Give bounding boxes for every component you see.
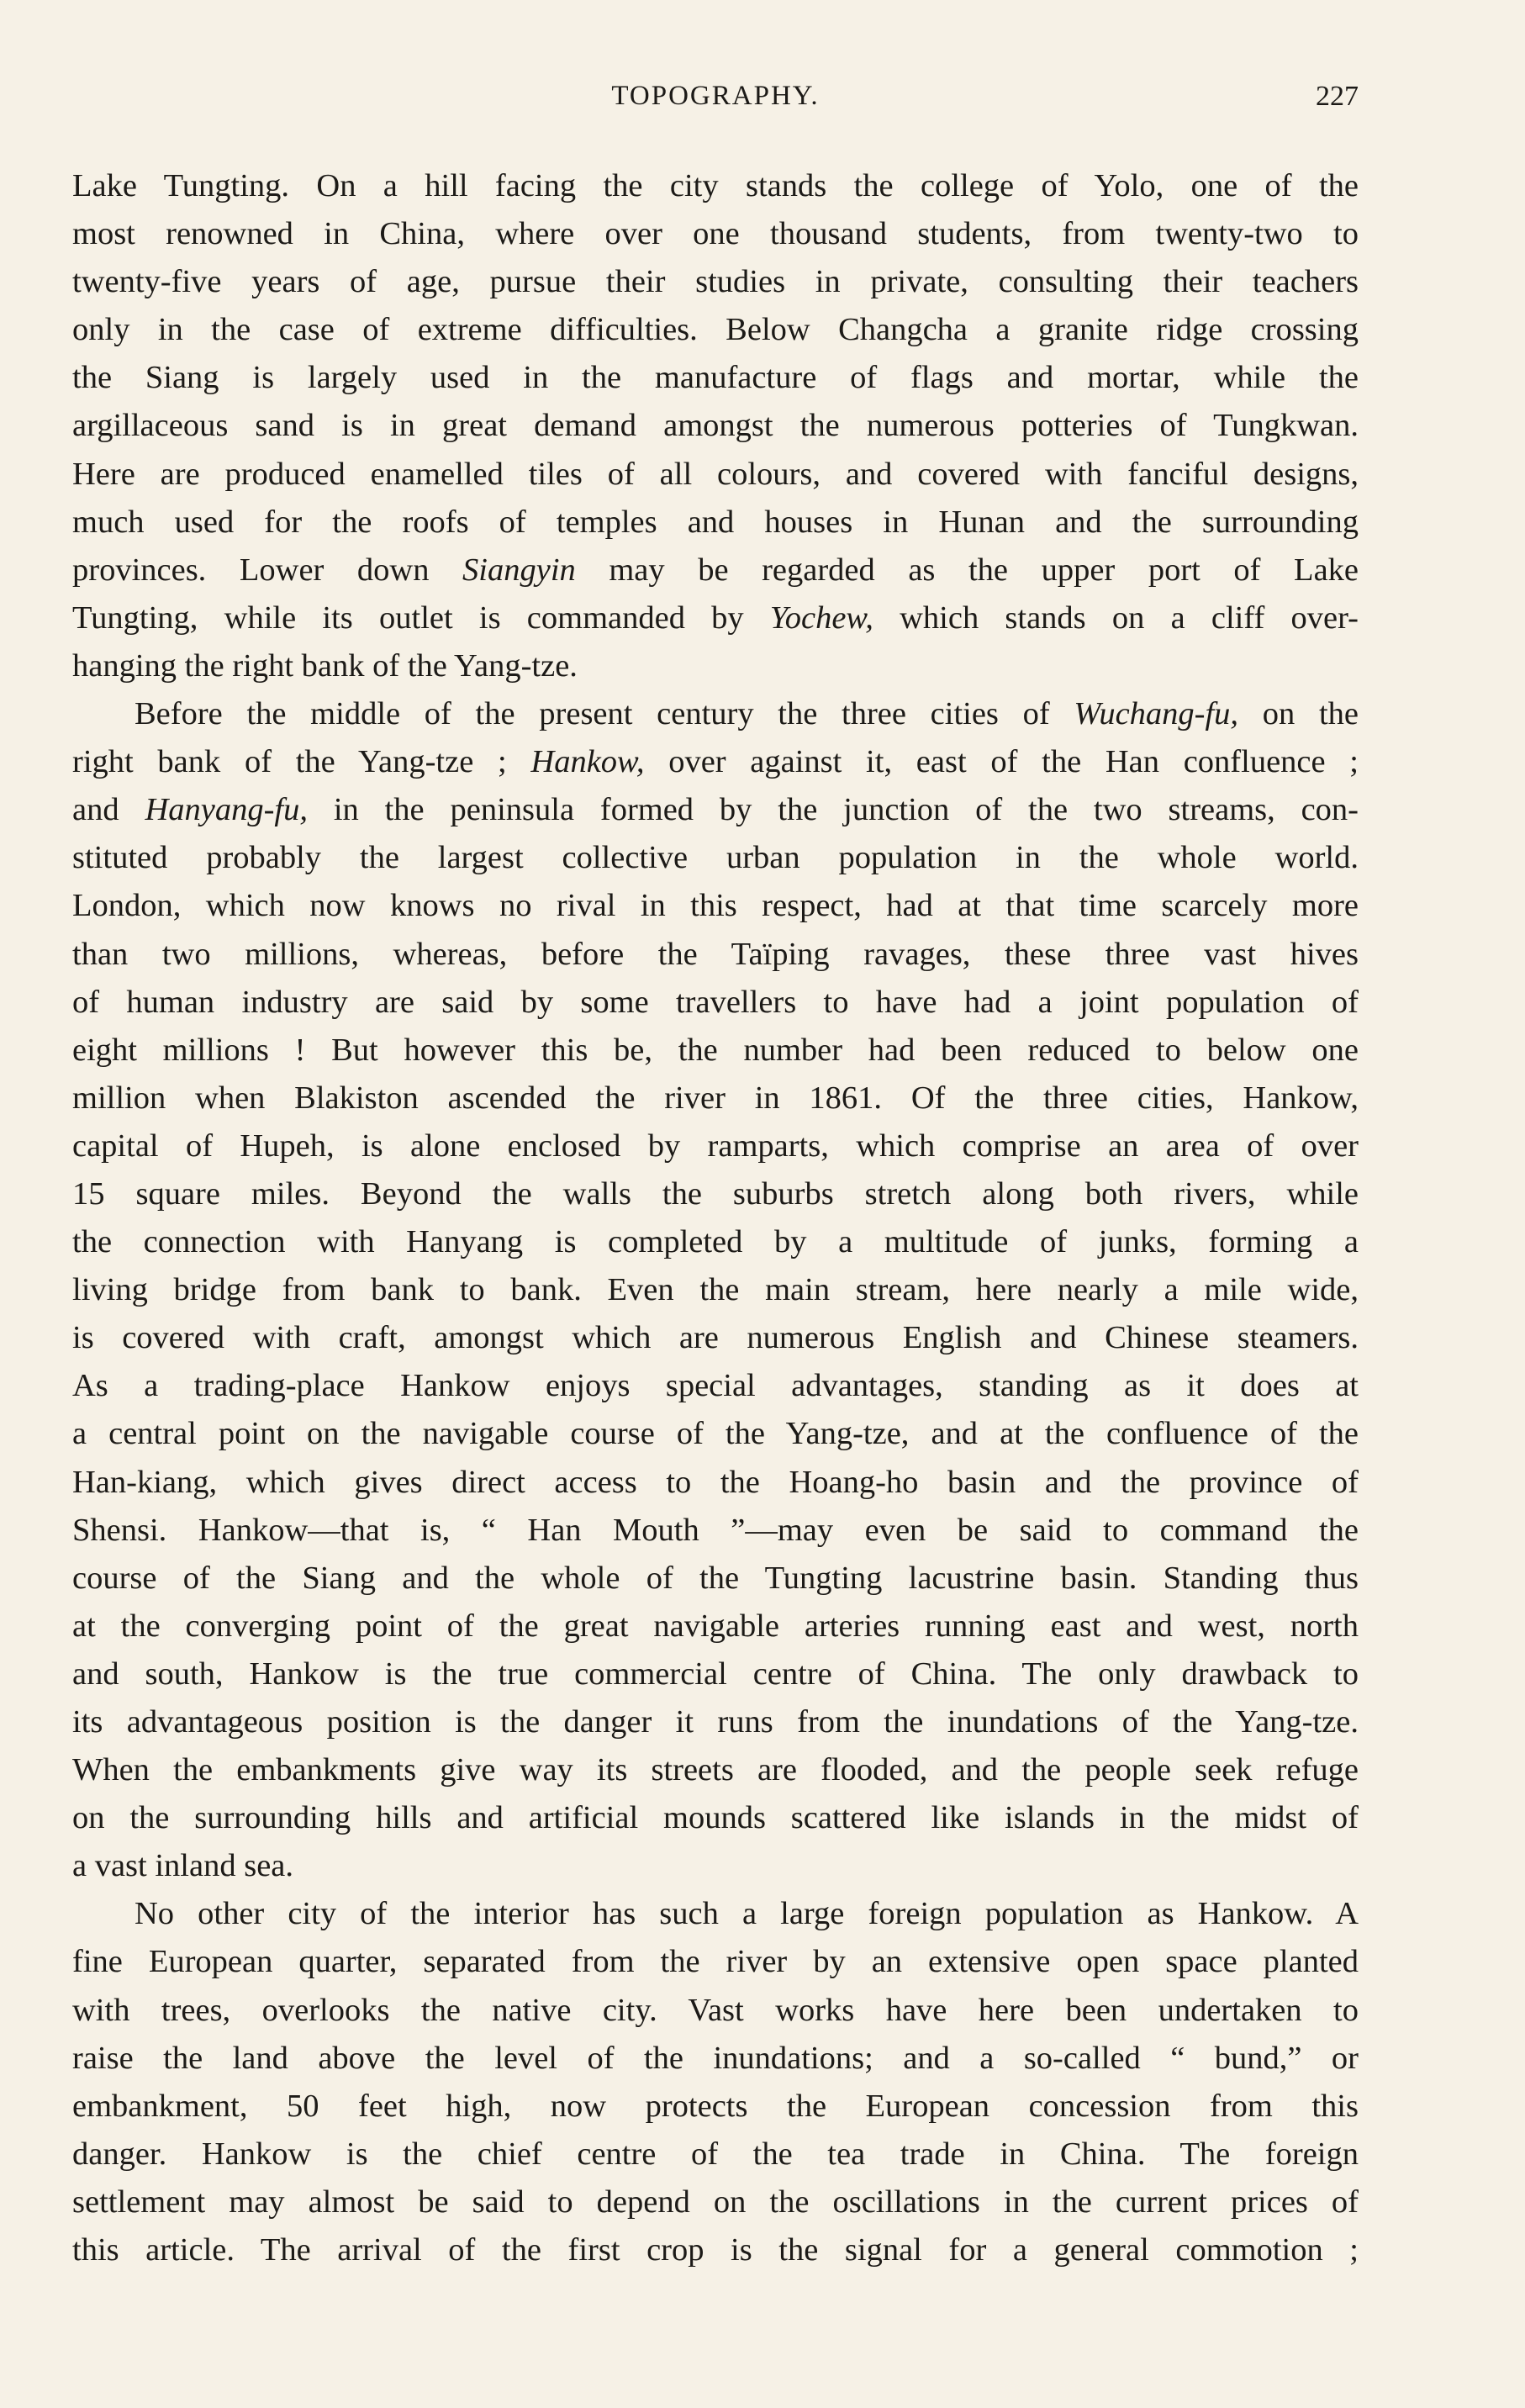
text-line: stituted probably the largest collective urban population in the whole world. — [72, 840, 1359, 876]
text-line: Shensi. Hankow—that is, “ Han Mouth ”—may even be said to command the — [72, 1512, 1359, 1548]
text-line: a vast inland sea. — [72, 1848, 293, 1884]
text-line: When the embankments give way its streets are flooded, and the people seek refuge — [72, 1752, 1359, 1788]
text-line: most renowned in China, where over one thousand students, from twenty-two to — [72, 216, 1359, 252]
text-line: the Siang is largely used in the manufacture of flags and mortar, while the — [72, 360, 1359, 396]
italic-term: Wuchang-fu, — [1074, 696, 1239, 732]
text-line: is covered with craft, amongst which are numerous English and Chinese steamers. — [72, 1320, 1359, 1356]
chapter-title: TOPOGRAPHY. — [611, 81, 820, 111]
text-line: of human industry are said by some travellers to have had a joint population of — [72, 984, 1359, 1020]
text-line: twenty-five years of age, pursue their studies in private, consulting their teachers — [72, 264, 1359, 300]
text-line: this article. The arrival of the first crop is the signal for a general commotion ; — [72, 2232, 1359, 2268]
text-line: Here are produced enamelled tiles of all colours, and covered with fanciful designs, — [72, 456, 1359, 492]
text-line: on the surrounding hills and artificial mounds scattered like islands in the midst of — [72, 1800, 1359, 1836]
paragraph-3 — [72, 1890, 1359, 2274]
text-line: its advantageous position is the danger it runs from the inundations of the Yang-tze. — [72, 1704, 1359, 1740]
paragraph-1 — [72, 162, 1359, 690]
text-line: and south, Hankow is the true commercial centre of China. The only drawback to — [72, 1656, 1359, 1692]
text-line: raise the land above the level of the inundations; and a so-called “ bund,” or — [72, 2040, 1359, 2076]
italic-term: Yochew, — [769, 599, 873, 636]
text-line: living bridge from bank to bank. Even the main stream, here nearly a mile wide, — [72, 1272, 1359, 1308]
italic-term: Hankow, — [530, 744, 645, 780]
text-line: argillaceous sand is in great demand amongst the numerous potteries of Tungkwan. — [72, 408, 1359, 444]
text-line: settlement may almost be said to depend on the oscillations in the current prices of — [72, 2184, 1359, 2220]
text-line: than two millions, whereas, before the Taïping ravages, these three vast hives — [72, 936, 1359, 972]
text-line: Han-kiang, which gives direct access to the Hoang-ho basin and the province of — [72, 1464, 1359, 1500]
text-line: 15 square miles. Beyond the walls the suburbs stretch along both rivers, while — [72, 1175, 1359, 1212]
text-line: only in the case of extreme difficulties. Below Changcha a granite ridge crossing — [72, 312, 1359, 348]
text-line: hanging the right bank of the Yang-tze. — [72, 647, 578, 684]
text-line: course of the Siang and the whole of the Tungting lacustrine basin. Standing thus — [72, 1560, 1359, 1596]
page-number: 227 — [1316, 81, 1359, 112]
text-line: Tungting, while its outlet is commanded by Yochew, which stands on a cliff over- — [72, 599, 1359, 636]
text-line: a central point on the navigable course of the Yang-tze, and at the confluence of the — [72, 1416, 1359, 1452]
text-line: much used for the roofs of temples and houses in Hunan and the surrounding — [72, 504, 1359, 540]
running-head — [72, 81, 1359, 131]
text-line: London, which now knows no rival in this respect, had at that time scarcely more — [72, 888, 1359, 924]
text-line: right bank of the Yang-tze ; Hankow, over against it, east of the Han confluence ; — [72, 744, 1359, 780]
italic-term: Siangyin — [462, 552, 576, 588]
text-line: No other city of the interior has such a large foreign population as Hankow. A — [135, 1896, 1359, 1932]
text-line: Lake Tungting. On a hill facing the city stands the college of Yolo, one of the — [72, 168, 1359, 203]
text-line: provinces. Lower down Siangyin may be regarded as the upper port of Lake — [72, 552, 1359, 588]
text-line: As a trading-place Hankow enjoys special advantages, standing as it does at — [72, 1368, 1359, 1404]
text-line: embankment, 50 feet high, now protects the European concession from this — [72, 2088, 1359, 2124]
body-text — [72, 162, 1359, 2274]
text-line: with trees, overlooks the native city. Vast works have here been undertaken to — [72, 1992, 1359, 2028]
paragraph-2 — [72, 690, 1359, 1890]
text-line: capital of Hupeh, is alone enclosed by ramparts, which comprise an area of over — [72, 1127, 1359, 1164]
text-line: Before the middle of the present century the three cities of Wuchang-fu, on the — [135, 696, 1359, 732]
text-line: million when Blakiston ascended the river in 1861. Of the three cities, Hankow, — [72, 1080, 1359, 1116]
text-line: at the converging point of the great navigable arteries running east and west, north — [72, 1608, 1359, 1644]
text-line: danger. Hankow is the chief centre of the tea trade in China. The foreign — [72, 2136, 1359, 2172]
text-line: the connection with Hanyang is completed by a multitude of junks, forming a — [72, 1224, 1359, 1260]
text-line: eight millions ! But however this be, the number had been reduced to below one — [72, 1032, 1359, 1068]
italic-term: Hanyang-fu, — [145, 792, 308, 828]
text-line: and Hanyang-fu, in the peninsula formed by the junction of the two streams, con- — [72, 792, 1359, 828]
text-line: fine European quarter, separated from the river by an extensive open space planted — [72, 1944, 1359, 1980]
